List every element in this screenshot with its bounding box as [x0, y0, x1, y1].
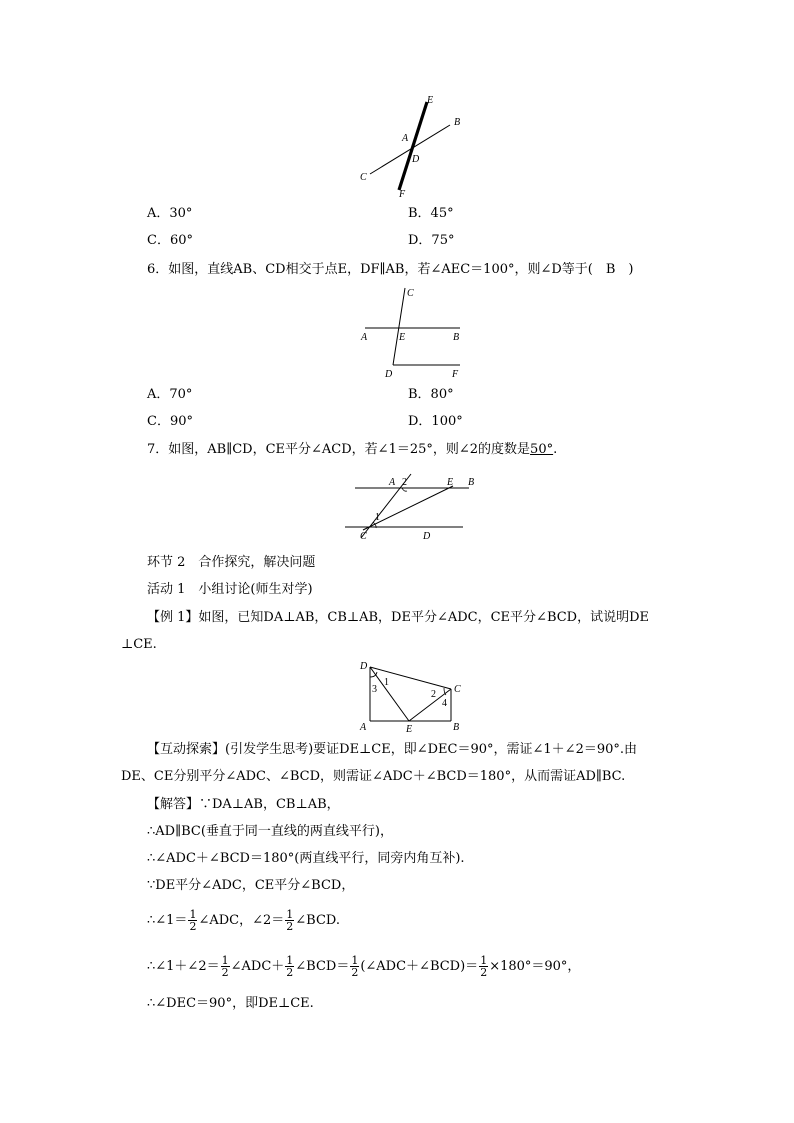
label-2: 2: [431, 689, 436, 700]
fraction-half: $\frac{1}{2}$: [189, 908, 197, 933]
fraction-half: $\frac{1}{2}$: [480, 954, 488, 979]
label-d: D: [360, 661, 368, 672]
label-a: A: [360, 722, 367, 733]
q6-option-a: A．70°: [147, 387, 193, 402]
explore-line-1: 【互动探索】(引发学生思考)要证DE⊥CE，即∠DEC＝90°，需证∠1＋∠2＝90°.由: [147, 742, 638, 757]
answer-line-1: 【解答】∵DA⊥AB，CB⊥AB，: [147, 797, 340, 812]
answer-line-6: ∴∠1＋∠2＝ $\frac{1}{2}$ ∠ADC＋ $\frac{1}{2}$ ∠BCD＝ $\frac{1}{2}$ (∠ADC＋∠BCD)＝ $\frac{1}{2}$ ×180°＝90°，: [147, 954, 581, 979]
line-ce: [363, 486, 453, 530]
label-e: E: [399, 332, 406, 343]
activity-heading: 活动 1 小组讨论(师生对学): [147, 582, 313, 597]
label-2: 2: [402, 477, 407, 488]
label-a: A: [389, 477, 396, 488]
answer-line-2: ∴AD∥BC(垂直于同一直线的两直线平行)，: [147, 824, 393, 839]
label-a: A: [402, 133, 409, 144]
line-cb: [370, 125, 450, 174]
label-b: B: [453, 332, 460, 343]
label-4: 4: [442, 698, 447, 709]
label-c: C: [407, 288, 414, 299]
label-d: D: [385, 369, 393, 380]
label-a: A: [361, 332, 368, 343]
answer-line-5: ∴∠1＝ $\frac{1}{2}$ ∠ADC，∠2＝ $\frac{1}{2}$ ∠BCD.: [147, 908, 340, 933]
example-line-1: 【例 1】如图，已知DA⊥AB，CB⊥AB，DE平分∠ADC，CE平分∠BCD，试说明DE: [147, 610, 650, 625]
answer-line-4: ∵DE平分∠ADC，CE平分∠BCD，: [147, 878, 355, 893]
section-heading: 环节 2 合作探究，解决问题: [147, 555, 316, 570]
label-c: C: [360, 172, 367, 183]
q6-option-b: B．80°: [408, 387, 454, 402]
label-b: B: [468, 477, 475, 488]
line-cd: [393, 288, 405, 365]
line-ef: [399, 102, 427, 190]
label-c: C: [454, 684, 461, 695]
answer-line-3: ∴∠ADC＋∠BCD＝180°(两直线平行，同旁内角互补).: [147, 851, 465, 866]
q7-stem: 7．如图，AB∥CD，CE平分∠ACD，若∠1＝25°，则∠2的度数是50°.: [147, 442, 558, 457]
label-e: E: [427, 95, 434, 106]
answer-line-7: ∴∠DEC＝90°，即DE⊥CE.: [147, 996, 314, 1011]
figure-q6: [355, 284, 470, 384]
figure-example-1: [355, 660, 470, 735]
q7-answer: 50°: [530, 442, 554, 457]
fraction-half: $\frac{1}{2}$: [351, 954, 359, 979]
line-dc: [370, 667, 451, 689]
angle-d-arc: [370, 672, 377, 677]
fraction-half: $\frac{1}{2}$: [221, 954, 229, 979]
figure-q5: [355, 92, 465, 202]
q6-option-c: C．90°: [147, 414, 193, 429]
q5-option-d: D．75°: [408, 233, 455, 248]
fraction-half: $\frac{1}{2}$: [286, 954, 294, 979]
label-e: E: [406, 724, 413, 735]
label-f: F: [452, 369, 459, 380]
label-3: 3: [372, 684, 377, 695]
fraction-half: $\frac{1}{2}$: [286, 908, 294, 933]
q5-option-a: A．30°: [147, 206, 193, 221]
label-c: C: [360, 531, 367, 542]
label-1: 1: [384, 677, 389, 688]
label-1: 1: [375, 512, 380, 523]
figure-q7: [343, 470, 473, 542]
label-d: D: [412, 154, 420, 165]
example-line-2: ⊥CE.: [121, 637, 157, 652]
label-b: B: [454, 117, 461, 128]
q6-stem: 6．如图，直线AB、CD相交于点E，DF∥AB，若∠AEC＝100°，则∠D等于( B ): [147, 262, 634, 277]
q6-option-d: D．100°: [408, 414, 463, 429]
q5-option-b: B．45°: [408, 206, 454, 221]
label-b: B: [453, 722, 460, 733]
explore-line-2: DE、CE分别平分∠ADC、∠BCD，则需证∠ADC＋∠BCD＝180°，从而需证AD∥BC.: [121, 769, 626, 784]
q5-option-c: C．60°: [147, 233, 193, 248]
label-d: D: [423, 531, 431, 542]
label-e: E: [447, 477, 454, 488]
label-f: F: [399, 189, 406, 200]
